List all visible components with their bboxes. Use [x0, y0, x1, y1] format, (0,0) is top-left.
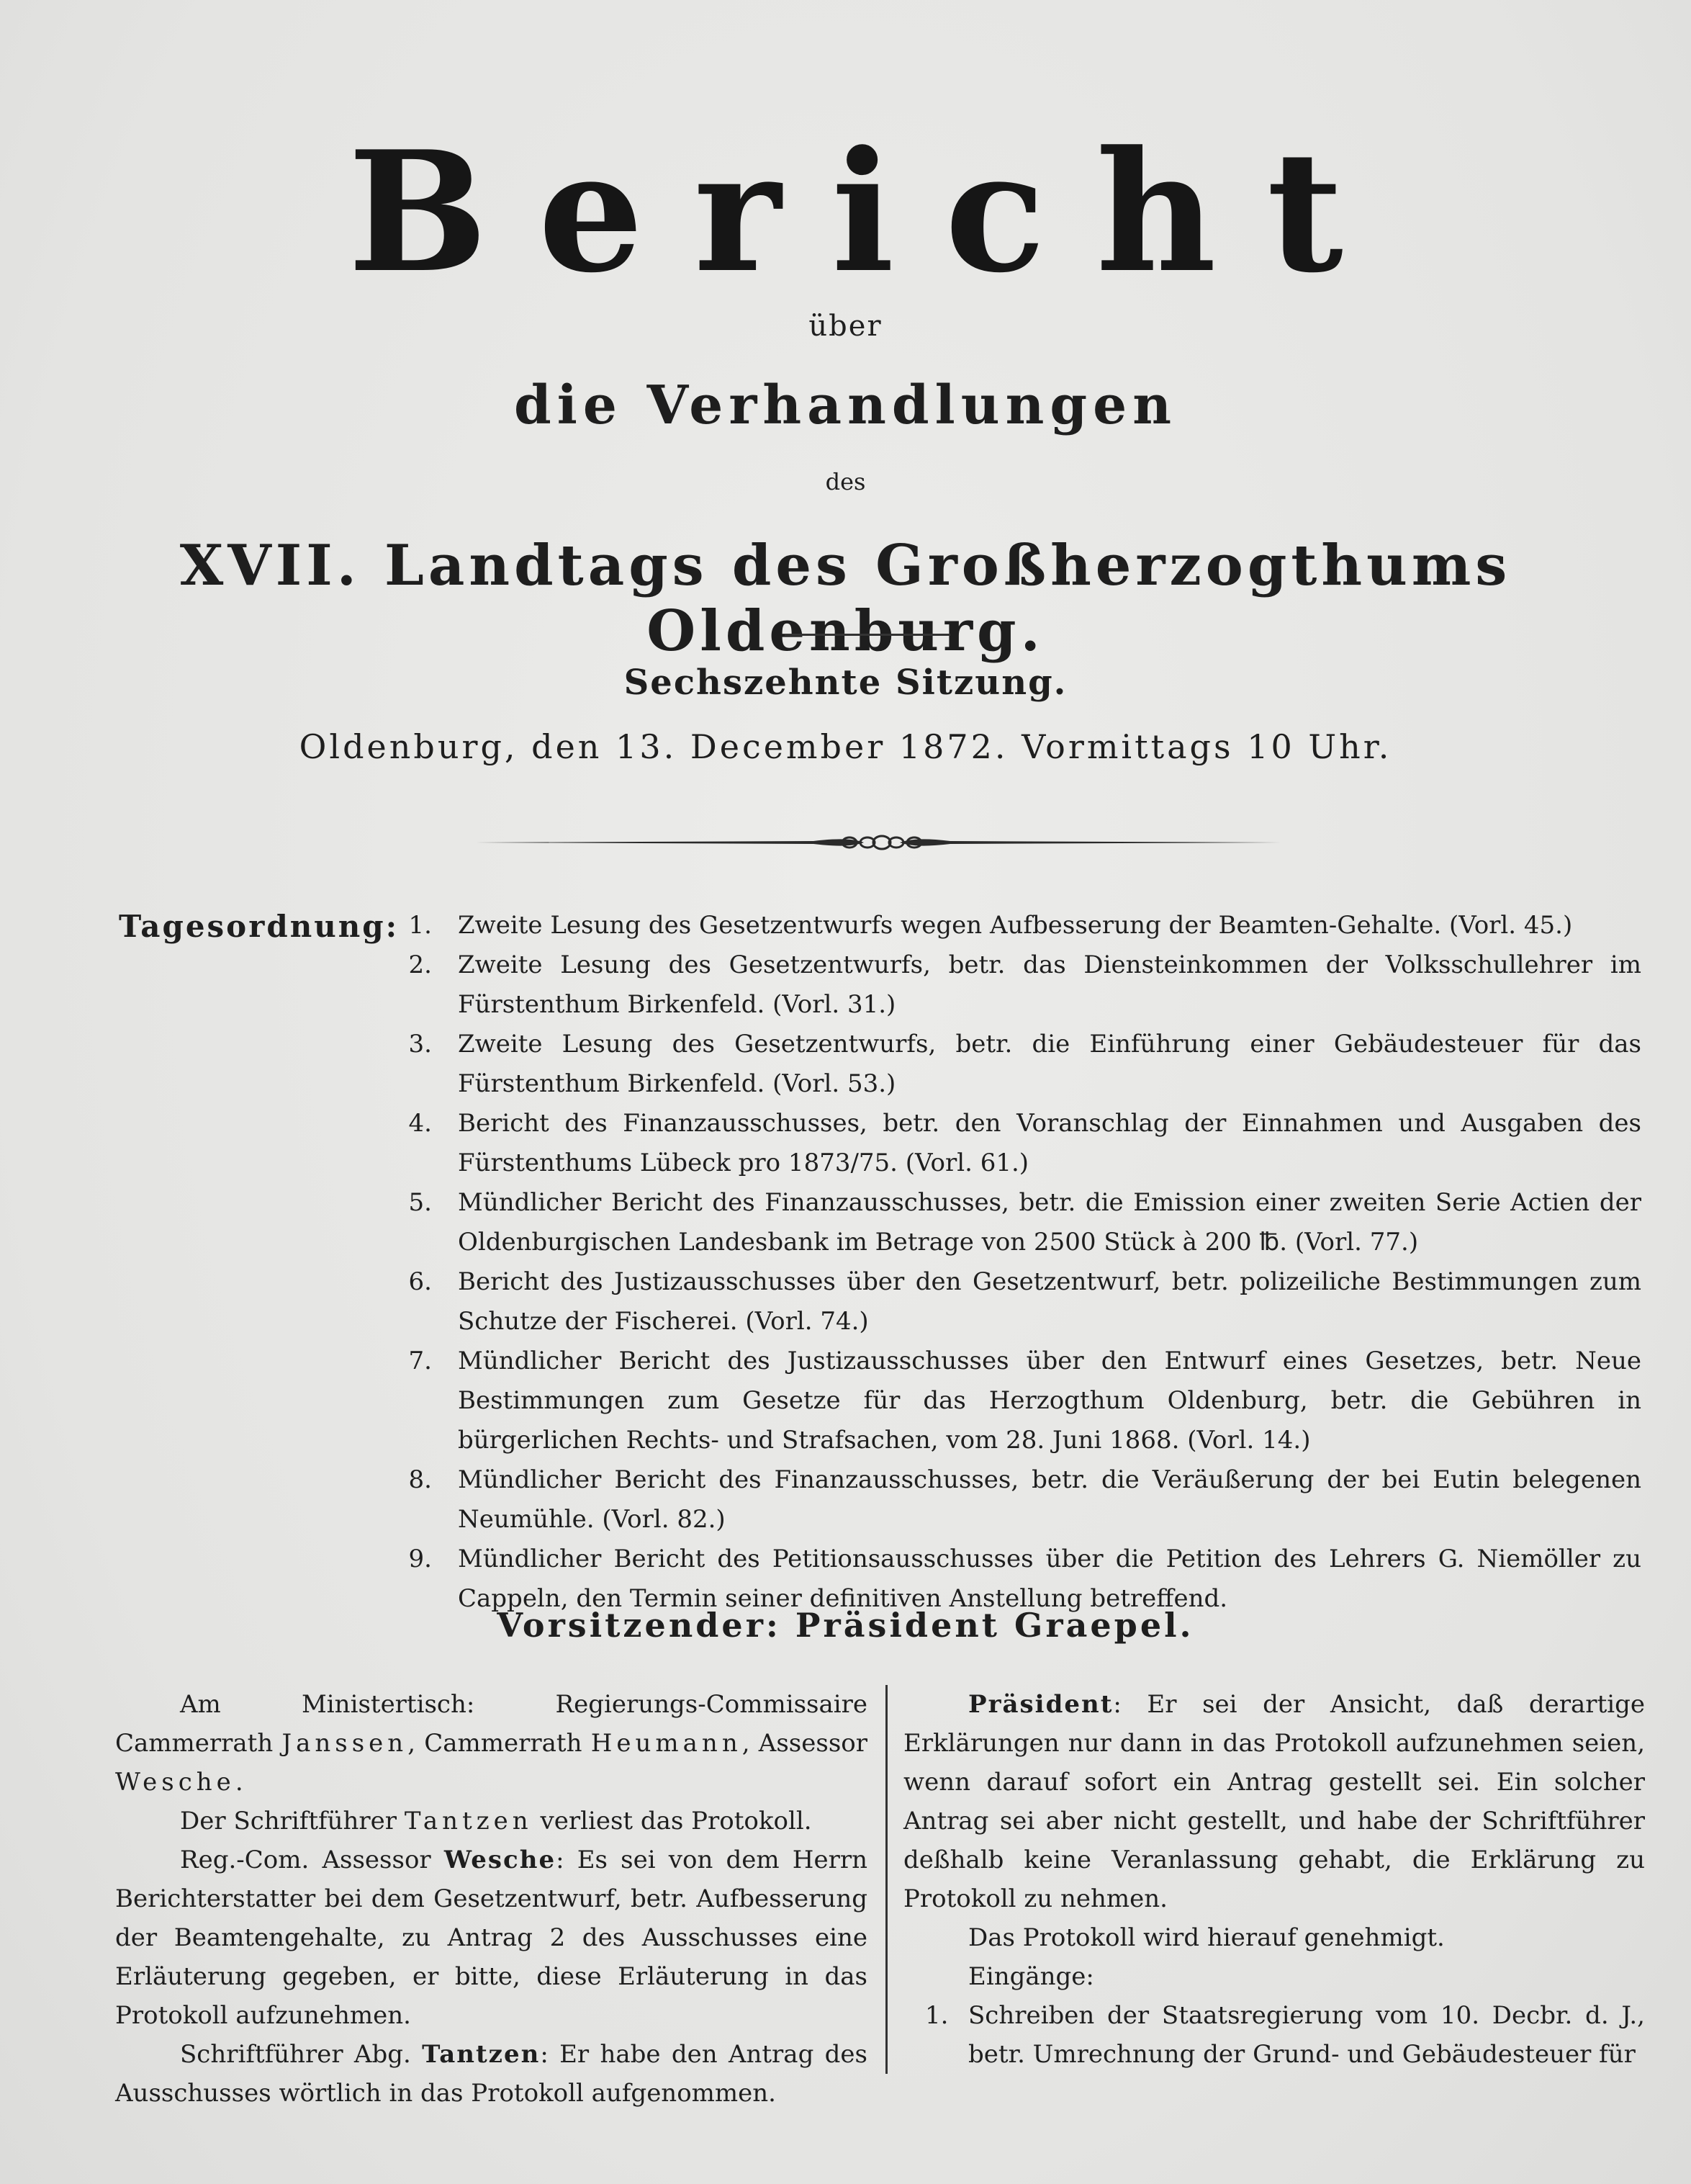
text-run: : Er sei der Ansicht, daß derartige Erklärungen nur dann in das Protokoll aufzunehmen seien, wenn darauf sofort ein Antrag gestellt sei. Ein solcher Antrag sei aber nicht gestellt, und habe der Schriftführer deßhalb keine Veranlassung gehabt, die Erklärung zu Protokoll zu nehmen. — [903, 1690, 1645, 1913]
incoming-item-text: Schreiben der Staatsregierung vom 10. Decbr. d. J., betr. Umrechnung der Grund- und Gebäudesteuer für — [968, 2001, 1645, 2069]
right-text-column — [903, 1685, 1645, 2074]
person-name: Wesche — [115, 1768, 235, 1797]
report-title: Bericht — [348, 115, 1394, 310]
paragraph: Das Protokoll wird hierauf genehmigt. — [968, 1923, 1445, 1952]
agenda-item-number: 1. — [408, 911, 432, 940]
agenda-item-text: Mündlicher Bericht des Finanzausschusses, betr. die Veräußerung der bei Eutin belegenen Neumühle. (Vorl. 82.) — [458, 1465, 1641, 1534]
text-run: : Es sei von dem Herrn Berichterstatter bei dem Gesetzentwurf, betr. Aufbesserung der Beamtengehalte, zu Antrag 2 des Ausschusses eine Erläuterung gegeben, er bitte, diese Erläuterung in das Protokoll aufzunehmen. — [115, 1846, 867, 2030]
paragraph — [903, 1685, 1645, 1918]
incoming-items-list — [903, 1996, 1645, 2074]
text-run: Schriftführer Abg. — [180, 2040, 423, 2069]
chair-heading: Vorsitzender: Präsident Graepel. — [497, 1606, 1194, 1645]
person-name: Janssen — [281, 1729, 408, 1758]
agenda-item-number: 3. — [408, 1030, 432, 1059]
agenda-item-number: 2. — [408, 951, 432, 979]
paragraph — [115, 1802, 867, 1841]
speaker-name: Tantzen — [422, 2040, 541, 2069]
paragraph — [115, 1841, 867, 2035]
agenda-item-number: 8. — [408, 1465, 432, 1494]
agenda-item-text: Mündlicher Bericht des Petitionsausschusses über die Petition des Lehrers G. Niemöller zu Cappeln, den Termin seiner definitiven Anstellung betreffend. — [458, 1545, 1641, 1613]
text-run: Am Ministertisch: Regierungs-Commissaire Cammerrath — [115, 1690, 867, 1758]
person-name: Heumann — [590, 1729, 742, 1758]
agenda-item — [396, 1025, 1641, 1104]
agenda-item-number: 4. — [408, 1109, 432, 1138]
title-preposition: über — [808, 310, 883, 343]
agenda-item-number: 5. — [408, 1188, 432, 1217]
assembly-title: XVII. Landtags des Großherzogthums Oldenburg. — [179, 533, 1512, 664]
agenda-item — [396, 906, 1641, 945]
agenda-label: Tagesordnung: — [119, 909, 400, 944]
agenda-item — [396, 1342, 1641, 1460]
agenda-item-text: Mündlicher Bericht des Finanzausschusses, betr. die Emission einer zweiten Serie Actien der Oldenburgischen Landesbank im Betrage von 2500 Stück à 200 ℔. (Vorl. 77.) — [458, 1188, 1641, 1257]
text-run: . — [235, 1768, 243, 1797]
agenda-item — [396, 1183, 1641, 1262]
report-subtitle: die Verhandlungen — [513, 374, 1178, 436]
agenda-item-text: Zweite Lesung des Gesetzentwurfs wegen Aufbesserung der Beamten-Gehalte. (Vorl. 45.) — [458, 911, 1573, 940]
text-run: verliest das Protokoll. — [532, 1807, 812, 1835]
agenda-item — [396, 1262, 1641, 1342]
session-heading: Sechszehnte Sitzung. — [623, 662, 1068, 703]
agenda-item-text: Mündlicher Bericht des Justizausschusses über den Entwurf eines Gesetzes, betr. Neue Bestimmungen zum Gesetze für das Herzogthum Oldenburg, betr. die Gebühren in bürgerlichen Rechts- und Strafsachen, vom 28. Juni 1868. (Vorl. 14.) — [458, 1347, 1641, 1455]
text-run: Reg.-Com. Assessor — [180, 1846, 444, 1874]
agenda-item-number: 9. — [408, 1545, 432, 1573]
paragraph — [115, 2035, 867, 2113]
agenda-item-text: Zweite Lesung des Gesetzentwurfs, betr. die Einführung einer Gebäudesteuer für das Fürstenthum Birkenfeld. (Vorl. 53.) — [458, 1030, 1641, 1098]
agenda-item-text: Zweite Lesung des Gesetzentwurfs, betr. das Diensteinkommen der Volksschullehrer im Fürstenthum Birkenfeld. (Vorl. 31.) — [458, 951, 1641, 1019]
agenda-item — [396, 945, 1641, 1025]
text-run: : Er habe den Antrag des Ausschusses wörtlich in das Protokoll aufgenommen. — [115, 2040, 867, 2108]
agenda-item — [396, 1104, 1641, 1183]
person-name: Tantzen — [404, 1807, 533, 1835]
session-dateline: Oldenburg, den 13. December 1872. Vormittags 10 Uhr. — [299, 727, 1392, 766]
paragraph: Eingänge: — [968, 1962, 1094, 1991]
agenda-item-text: Bericht des Finanzausschusses, betr. den Voranschlag der Einnahmen und Ausgaben des Fürstenthums Lübeck pro 1873/75. (Vorl. 61.) — [458, 1109, 1641, 1177]
speaker-name: Präsident — [968, 1690, 1114, 1719]
paragraph — [115, 1685, 867, 1802]
text-run: Der Schriftführer — [180, 1807, 405, 1835]
agenda-item-number: 7. — [408, 1347, 432, 1375]
text-run: , Assessor — [741, 1729, 867, 1758]
incoming-item-number: 1. — [925, 2001, 949, 2030]
agenda-item — [396, 1460, 1641, 1540]
text-run: , Cammerrath — [407, 1729, 591, 1758]
left-text-column — [115, 1685, 867, 2113]
title-divider — [785, 634, 950, 636]
agenda-item-text: Bericht des Justizausschusses über den Gesetzentwurf, betr. polizeiliche Bestimmungen zum Schutze der Fischerei. (Vorl. 74.) — [458, 1267, 1641, 1336]
speaker-name: Wesche — [443, 1846, 556, 1874]
ornamental-rule — [475, 828, 1289, 857]
title-article: des — [825, 468, 866, 495]
agenda-item-number: 6. — [408, 1267, 432, 1296]
agenda-list — [396, 906, 1641, 1619]
column-divider — [885, 1685, 888, 2074]
incoming-item — [903, 1996, 1645, 2074]
